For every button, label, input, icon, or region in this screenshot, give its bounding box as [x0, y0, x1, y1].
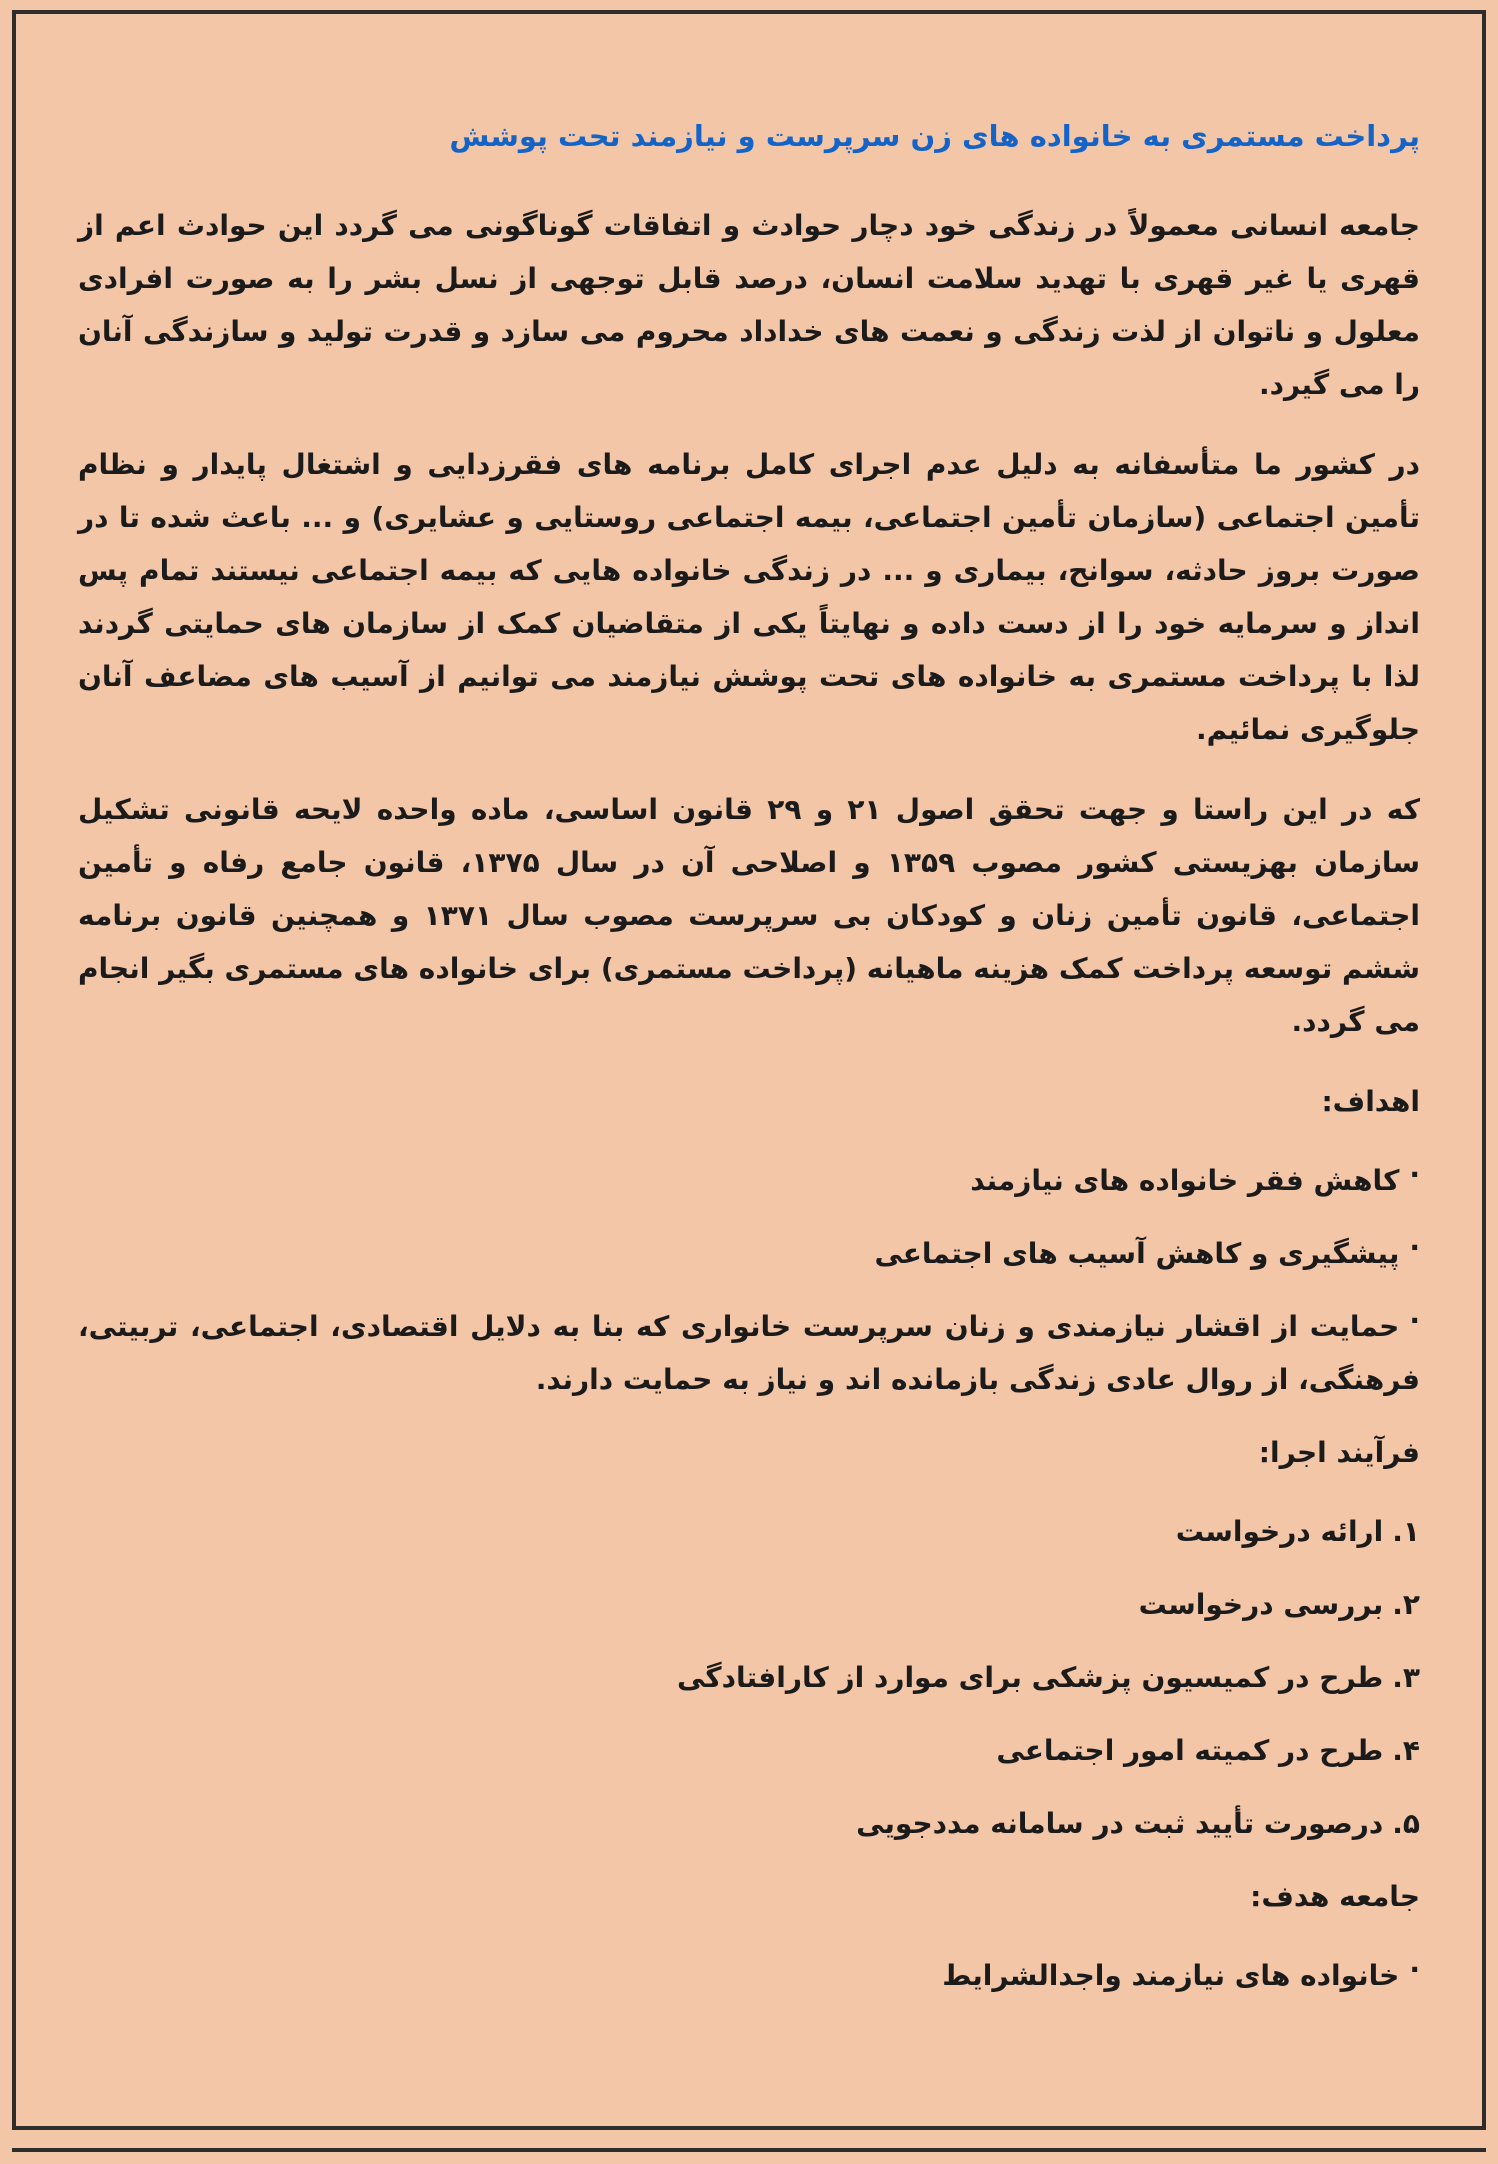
document-title: پرداخت مستمری به خانواده های زن سرپرست و نیازمند تحت پوشش	[449, 119, 1420, 153]
list-item-number: ۱.	[1392, 1515, 1420, 1548]
section-heading-process: فرآیند اجرا:	[1258, 1436, 1420, 1469]
list-item-number: ۲.	[1392, 1588, 1420, 1621]
list-item-text: پیشگیری و کاهش آسیب های اجتماعی	[874, 1237, 1400, 1270]
list-item-text: طرح در کمیته امور اجتماعی	[996, 1734, 1384, 1767]
process-list-item	[78, 1724, 1420, 1777]
list-item-text: خانواده های نیازمند واجدالشرایط	[942, 1959, 1400, 1992]
list-item-text: درصورت تأیید ثبت در سامانه مددجویی	[856, 1807, 1384, 1840]
process-list-item	[78, 1578, 1420, 1631]
paragraph-context: در کشور ما متأسفانه به دلیل عدم اجرای کامل برنامه های فقرزدایی و اشتغال پایدار و نظام تأمین اجتماعی (سازمان تأمین اجتماعی، بیمه اجتماعی روستایی و عشایری) و ... باعث شده تا در صورت بروز حادثه، سوانح، بیماری و ... در زندگی خانواده هایی که بیمه اجتماعی نیستند تمام پس انداز و سرمایه خود را از دست داده و نهایتاً یکی از متقاضیان کمک از سازمان های حمایتی گردند لذا با پرداخت مستمری به خانواده های تحت پوشش نیازمند می توانیم از آسیب های مضاعف آنان جلوگیری نمائیم.	[78, 448, 1420, 746]
list-item-text: بررسی درخواست	[1138, 1588, 1384, 1621]
list-item-number: ۴.	[1392, 1734, 1420, 1767]
process-list-item	[78, 1651, 1420, 1704]
list-item-text: حمایت از اقشار نیازمندی و زنان سرپرست خانواری که بنا به دلایل اقتصادی، اجتماعی، تربیتی، فرهنگی، از روال عادی زندگی بازمانده اند و نیاز به حمایت دارند.	[78, 1310, 1420, 1396]
list-item-number: ۵.	[1392, 1807, 1420, 1840]
paragraph-legal-basis: که در این راستا و جهت تحقق اصول ۲۱ و ۲۹ قانون اساسی، ماده واحده لایحه قانونی تشکیل سازمان بهزیستی کشور مصوب ۱۳۵۹ و اصلاحی آن در سال ۱۳۷۵، قانون جامع رفاه و تأمین اجتماعی، قانون تأمین زنان و کودکان بی سرپرست مصوب سال ۱۳۷۱ و همچنین قانون برنامه ششم توسعه پرداخت کمک هزینه ماهیانه (پرداخت مستمری) برای خانواده های مستمری بگیر انجام می گردد.	[78, 793, 1420, 1038]
target-group-list-item: ·خانواده های نیازمند واجدالشرایط	[942, 1953, 1420, 1992]
list-item-text: ارائه درخواست	[1175, 1515, 1384, 1548]
list-item-text: طرح در کمیسیون پزشکی برای موارد از کارافتادگی	[676, 1661, 1384, 1694]
process-list-item	[78, 1797, 1420, 1850]
paragraph-intro: جامعه انسانی معمولاً در زندگی خود دچار حوادث و اتفاقات گوناگونی می گردد این حوادث اعم از قهری یا غیر قهری با تهدید سلامت انسان، درصد قابل توجهی از نسل بشر را به صورت افرادی معلول و ناتوان از لذت زندگی و نعمت های خداداد محروم می سازد و قدرت تولید و سازندگی آنان را می گیرد.	[78, 209, 1420, 401]
section-heading-target-group: جامعه هدف:	[1250, 1880, 1420, 1913]
list-item-text: کاهش فقر خانواده های نیازمند	[970, 1164, 1400, 1197]
goal-list-item: ·حمایت از اقشار نیازمندی و زنان سرپرست خانواری که بنا به دلایل اقتصادی، اجتماعی، تربیتی، فرهنگی، از روال عادی زندگی بازمانده اند و نیاز به حمایت دارند.	[78, 1304, 1420, 1396]
process-list-item	[78, 1505, 1420, 1558]
goal-list-item: ·کاهش فقر خانواده های نیازمند	[970, 1158, 1420, 1197]
section-heading-goals: اهداف:	[1321, 1085, 1420, 1118]
list-item-number: ۳.	[1392, 1661, 1420, 1694]
document-content	[16, 14, 1482, 2126]
bottom-border-line	[12, 2148, 1486, 2152]
goal-list-item: ·پیشگیری و کاهش آسیب های اجتماعی	[874, 1231, 1420, 1270]
